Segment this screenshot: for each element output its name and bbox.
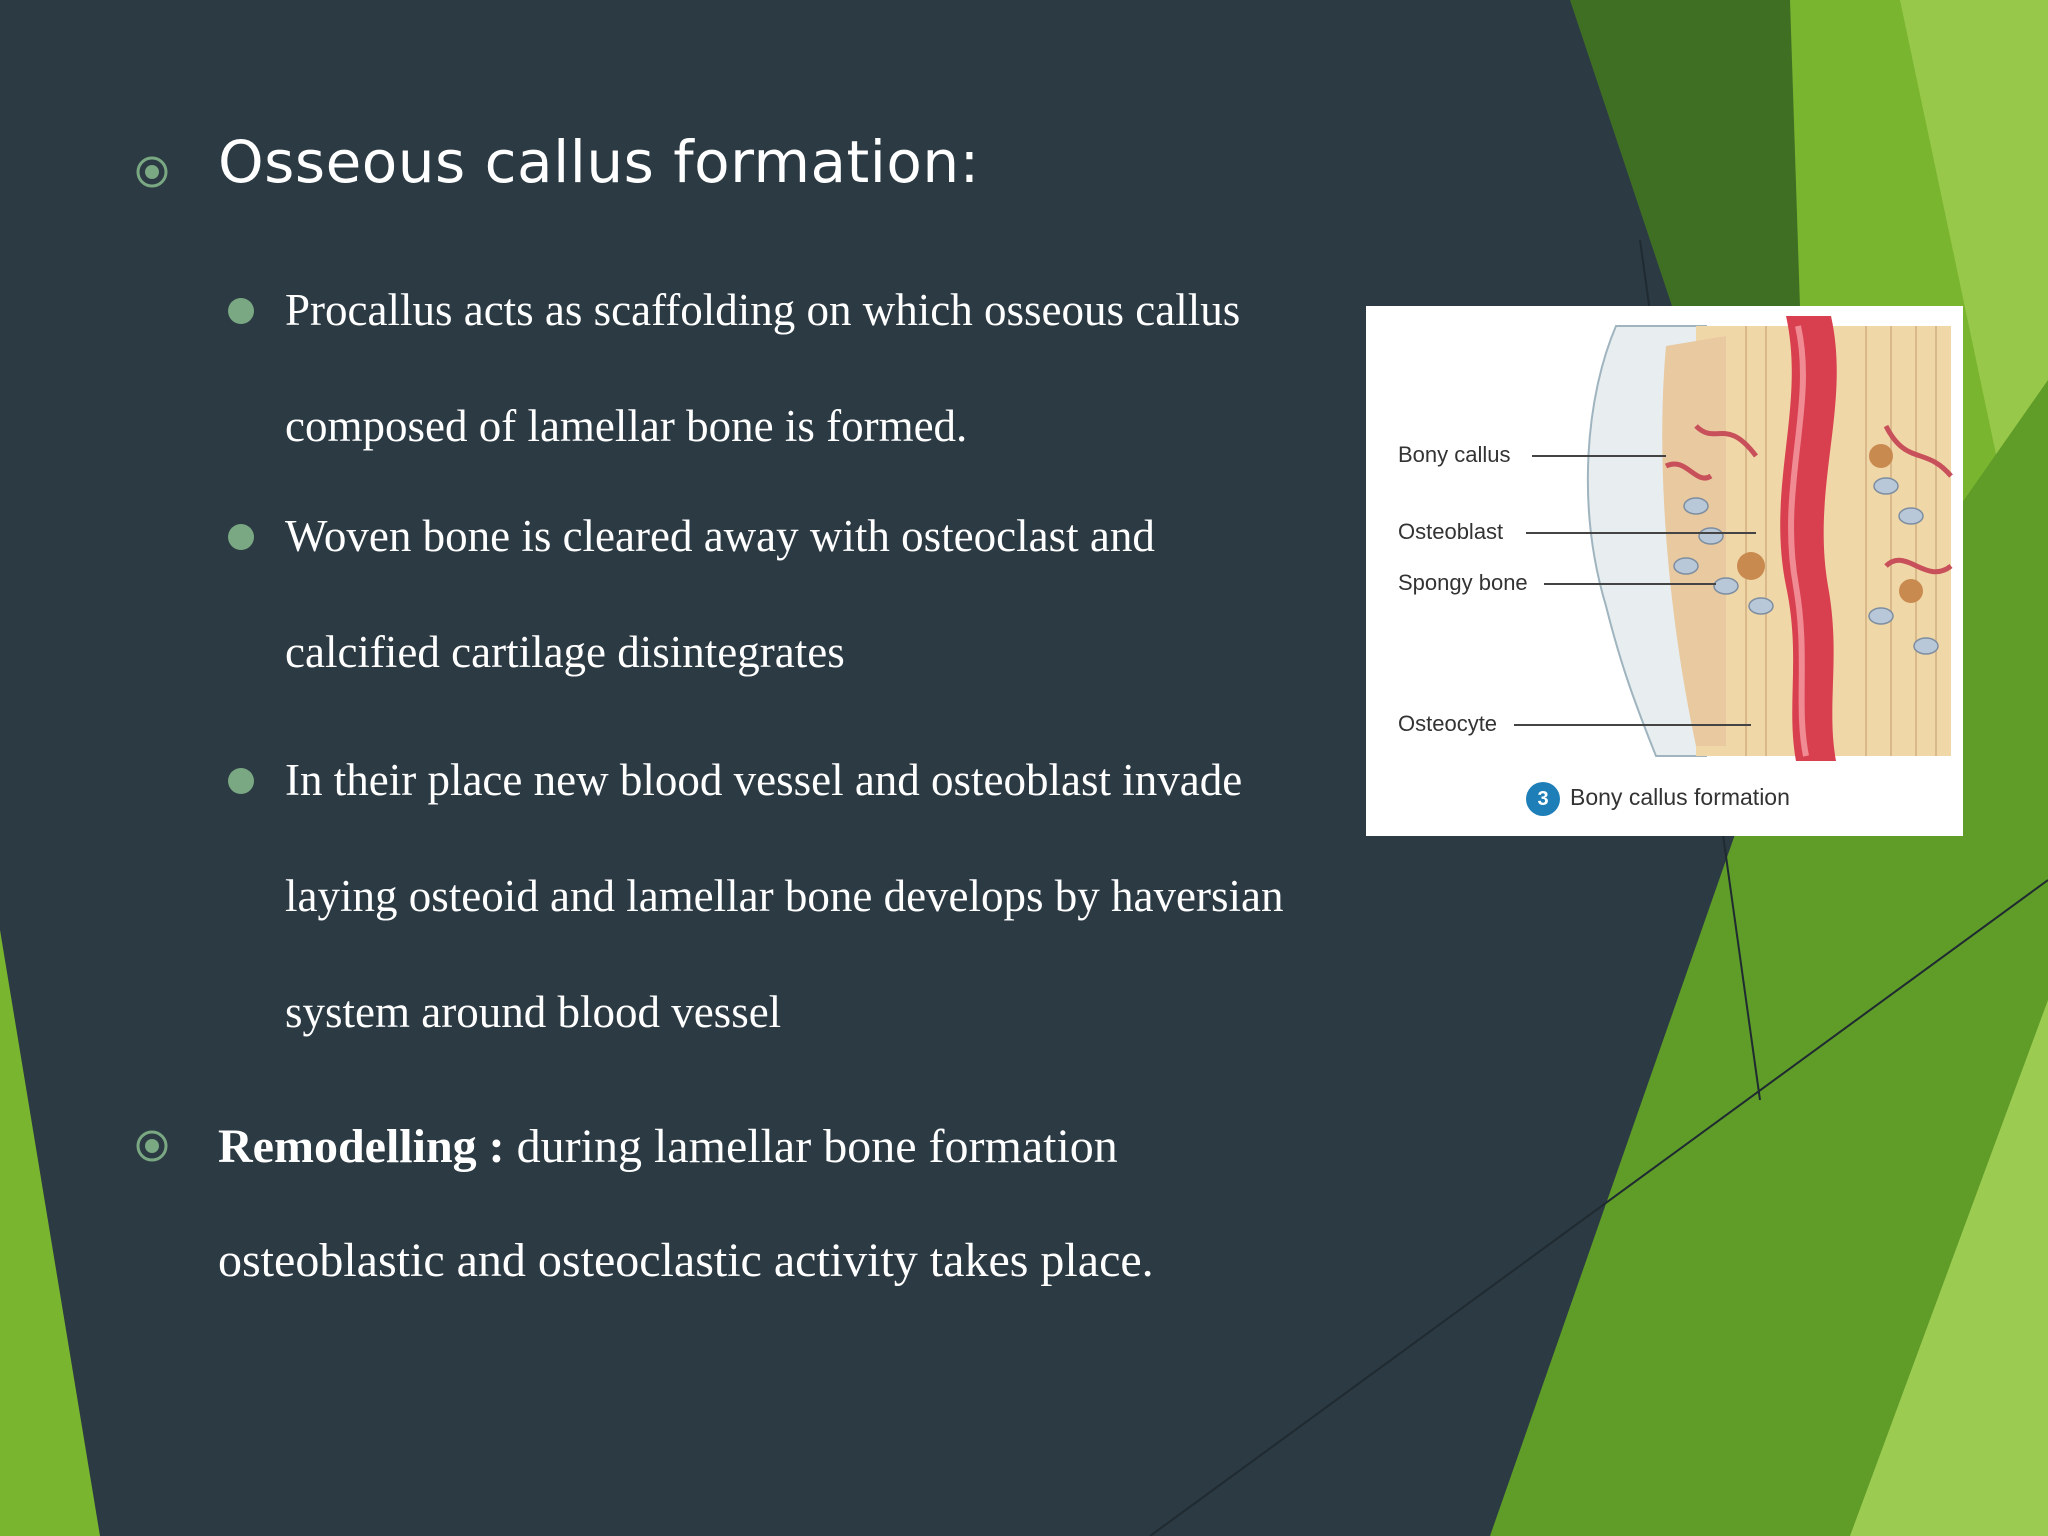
label-spongy-bone: Spongy bone — [1398, 570, 1528, 595]
bullet-text: In their place new blood vessel and osteoblast invade laying osteoid and lamellar bone develops by haversian system around blood vessel — [285, 755, 1284, 1037]
remodelling-bullet-icon — [132, 1126, 172, 1166]
figure-caption: Bony callus formation — [1570, 784, 1790, 810]
label-osteoblast: Osteoblast — [1398, 519, 1504, 544]
bullet-text: Woven bone is cleared away with osteoclast and calcified cartilage disintegrates — [285, 511, 1155, 677]
bullet-text: Procallus acts as scaffolding on which osseous callus composed of lamellar bone is formed. — [285, 285, 1241, 451]
label-bony-callus: Bony callus — [1398, 442, 1511, 467]
remodelling-text: during lamellar bone formation osteoblastic and osteoclastic activity takes place. — [218, 1120, 1154, 1287]
bullet-dot-icon — [228, 768, 254, 794]
remodelling-label: Remodelling : — [218, 1120, 505, 1173]
bullet-dot-icon — [228, 524, 254, 550]
bullet-dot-icon — [228, 298, 254, 324]
bony-callus-figure — [1366, 306, 1963, 836]
slide-title: Osseous callus formation: — [218, 128, 980, 196]
remodelling-paragraph — [218, 1090, 1258, 1318]
title-bullet-icon — [132, 152, 172, 192]
step-number-badge: 3 — [1526, 782, 1560, 816]
label-osteocyte: Osteocyte — [1398, 711, 1498, 736]
